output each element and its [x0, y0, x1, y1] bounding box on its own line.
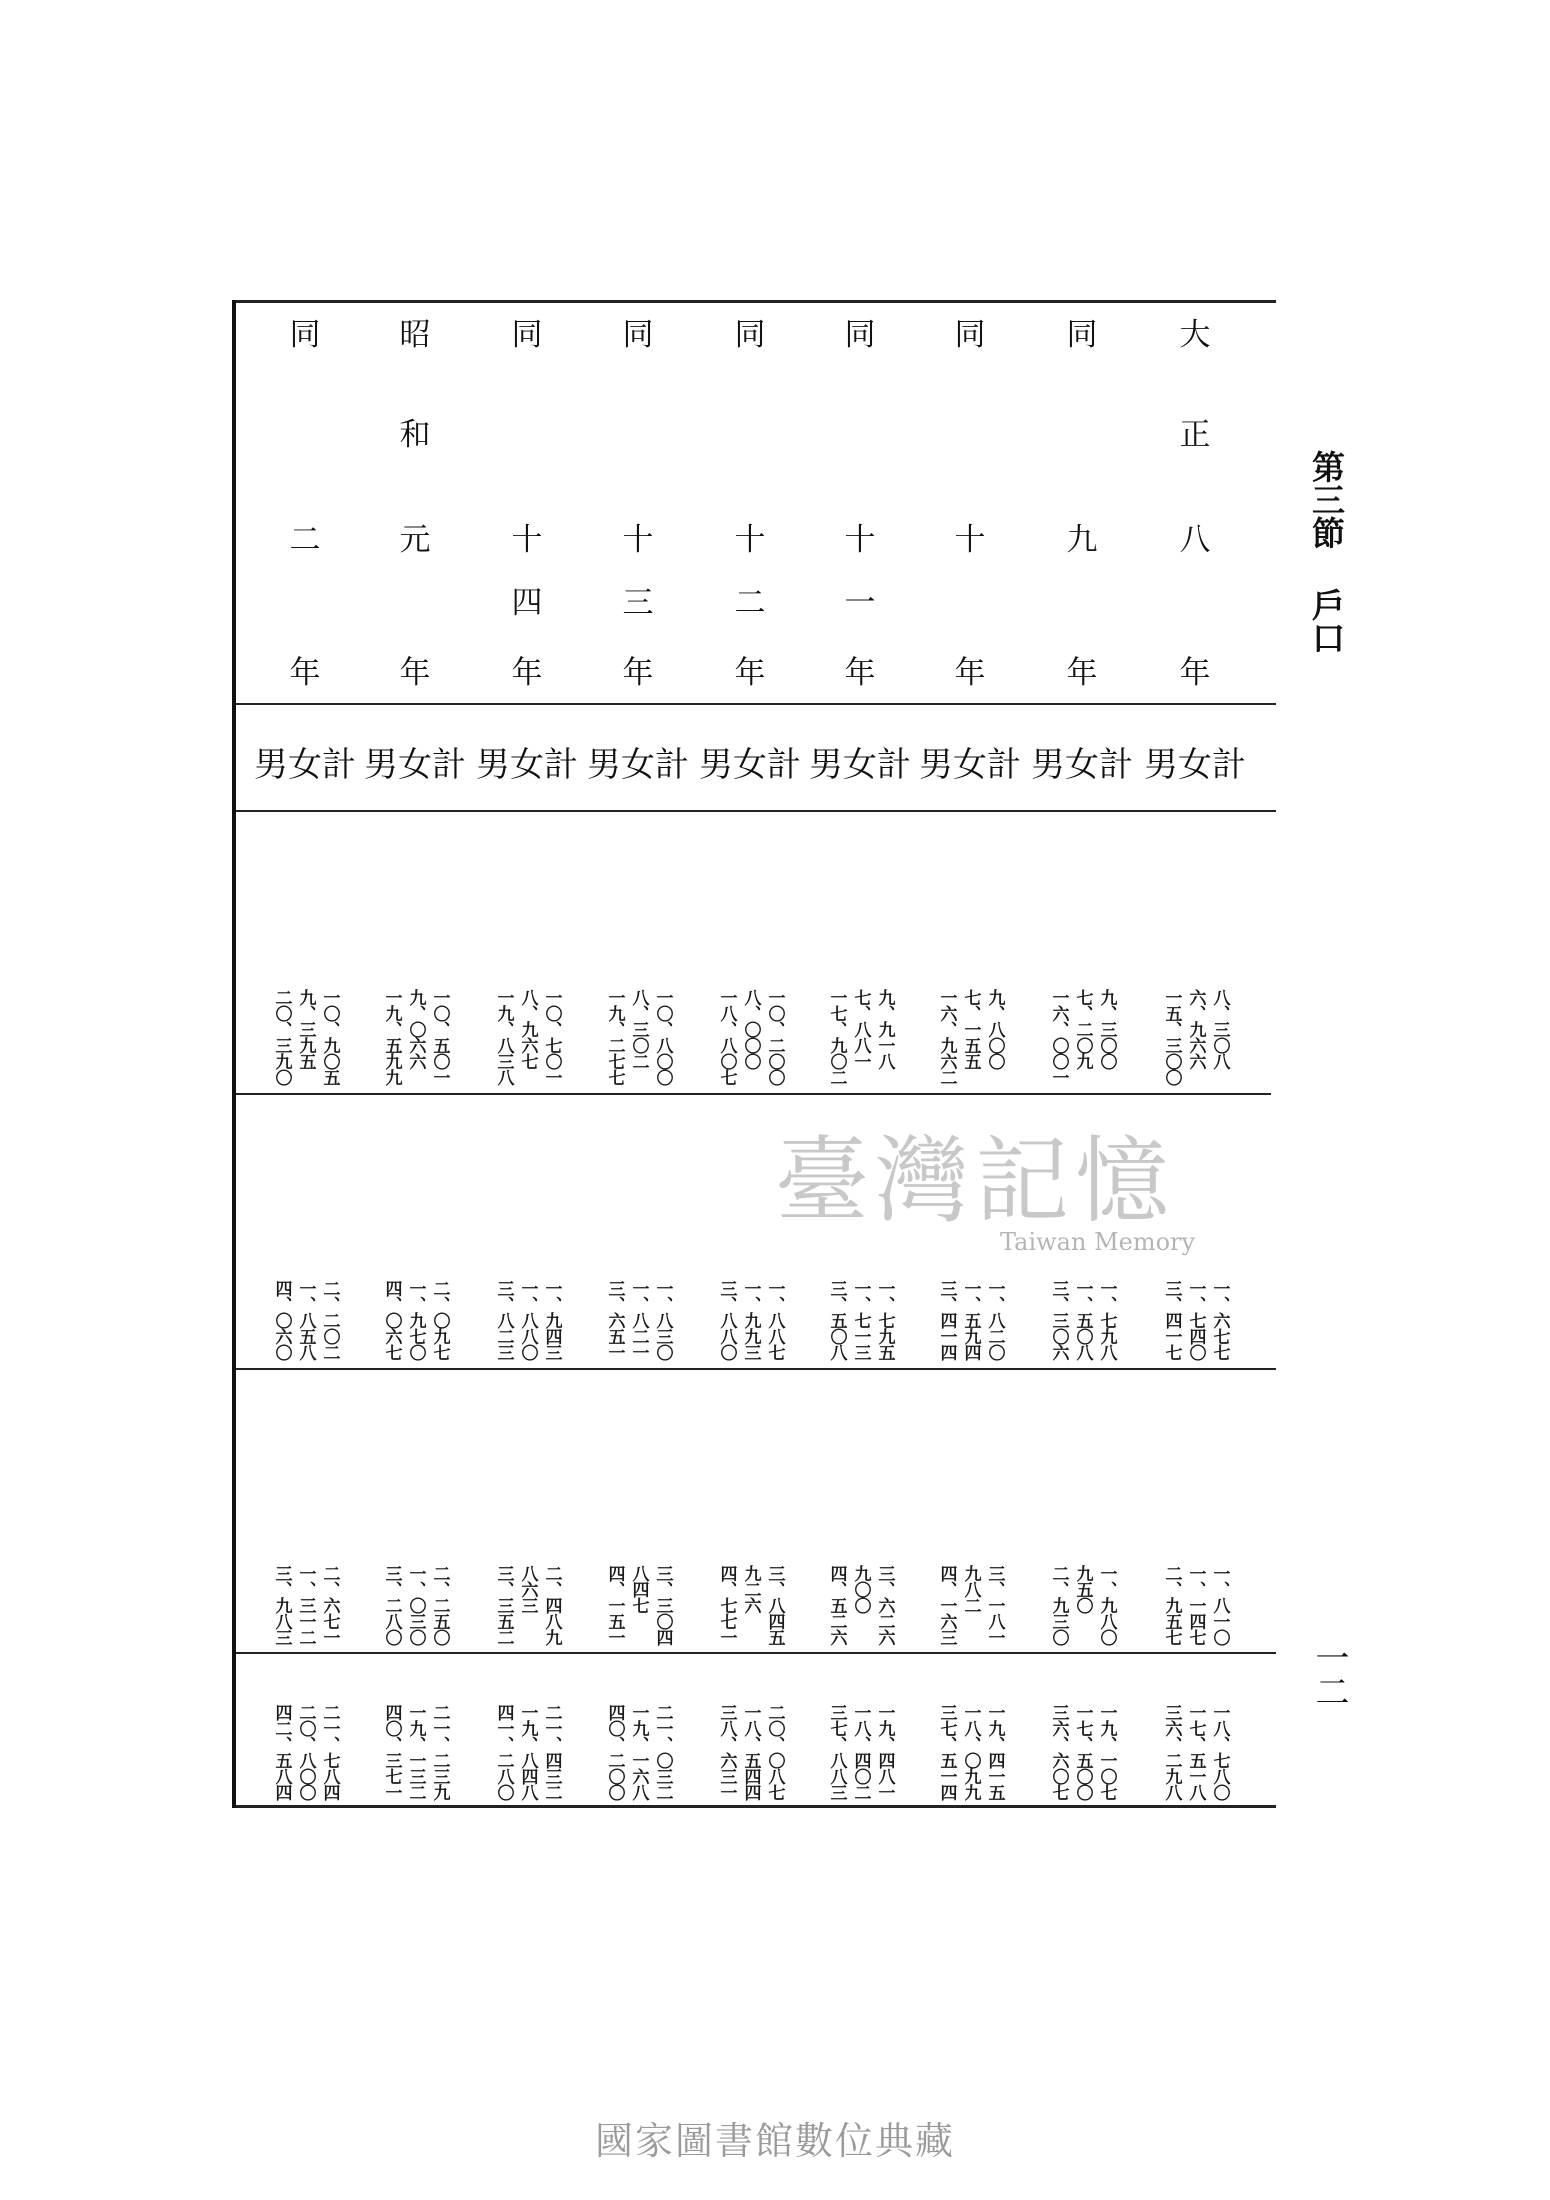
female-value: 一、八五八: [295, 1280, 316, 1360]
female-value: 八、九六七: [517, 989, 538, 1069]
data-cell: [817, 1280, 903, 1360]
data-cell: [484, 1704, 570, 1800]
sex-label: 男女計: [476, 745, 578, 785]
data-cell: [484, 989, 570, 1085]
total-value: 四、一五一: [604, 1565, 625, 1645]
year-header-char: 昭: [399, 317, 431, 353]
total-value: 四、〇六七: [381, 1280, 402, 1360]
total-value: 三、三〇六: [1048, 1280, 1069, 1360]
total-value: 三、八二三: [493, 1280, 514, 1360]
year-header-char: 同: [844, 317, 876, 353]
sex-label: 男女計: [699, 745, 801, 785]
data-cell: [1152, 1565, 1238, 1645]
total-value: 二、九五七: [1161, 1565, 1182, 1645]
male-value: 一、七九五: [874, 1280, 895, 1360]
total-value: 一六、〇〇一: [1048, 989, 1069, 1085]
year-header-char: 同: [954, 317, 986, 353]
sex-label: 男女計: [587, 745, 689, 785]
table-rule-top: [236, 300, 1276, 303]
total-value: 四二、五八四: [271, 1704, 292, 1800]
total-value: 三六、二九八: [1161, 1704, 1182, 1800]
male-value: 一九、四一五: [984, 1704, 1005, 1800]
data-cell: [372, 1565, 458, 1645]
year-header: [502, 317, 552, 691]
male-value: 一八、七八〇: [1209, 1704, 1230, 1800]
data-cell: [1039, 1280, 1125, 1360]
male-value: 一〇、五〇一: [429, 989, 450, 1085]
data-cell: [707, 1280, 793, 1360]
data-cell: [1152, 1704, 1238, 1800]
year-header-char: 年: [399, 655, 431, 691]
male-value: 九、九一八: [874, 989, 895, 1069]
year-header-char: 九: [1066, 522, 1098, 558]
female-value: 九八二: [960, 1565, 981, 1613]
data-cell: [707, 1565, 793, 1645]
total-value: 四〇、三七一: [381, 1704, 402, 1800]
year-header-char: 年: [1066, 655, 1098, 691]
total-value: 四、七七一: [716, 1565, 737, 1645]
male-value: 一、九八〇: [1096, 1565, 1117, 1645]
watermark-subtitle: Taiwan Memory: [1000, 1228, 1196, 1256]
year-header: [280, 317, 330, 691]
data-cell: [595, 1704, 681, 1800]
female-value: 一、五九四: [960, 1280, 981, 1360]
total-value: 三、四一七: [1161, 1280, 1182, 1360]
female-value: 一、〇三〇: [405, 1565, 426, 1645]
total-value: 四、五二六: [826, 1565, 847, 1645]
female-value: 一九、一三二: [405, 1704, 426, 1800]
female-value: 一、八八〇: [517, 1280, 538, 1360]
table-rule-block3: [236, 1652, 1276, 1654]
female-value: 八、三〇二: [628, 989, 649, 1069]
section-title: 第三節 戶口: [1307, 450, 1346, 654]
year-header-char: 八: [1179, 522, 1211, 558]
male-value: 九、八〇〇: [984, 989, 1005, 1069]
total-value: 三七、五一四: [936, 1704, 957, 1800]
total-value: 三、九八三: [271, 1565, 292, 1645]
female-value: 一九、八四八: [517, 1704, 538, 1800]
male-value: 一、七九八: [1096, 1280, 1117, 1360]
data-cell: [484, 1565, 570, 1645]
data-cell: [262, 1704, 348, 1800]
data-cell: [262, 989, 348, 1085]
female-value: 七、八八一: [850, 989, 871, 1069]
data-cell: [927, 989, 1013, 1085]
total-value: 一五、三〇〇: [1161, 989, 1182, 1085]
year-header-char: 十: [511, 522, 543, 558]
data-cell: [927, 1704, 1013, 1800]
male-value: 一、八一〇: [1209, 1565, 1230, 1645]
total-value: 三七、八八三: [826, 1704, 847, 1800]
total-value: 一七、九〇二: [826, 989, 847, 1085]
female-value: 九、三九五: [295, 989, 316, 1069]
table-rule-block1: [236, 1093, 1271, 1095]
male-value: 三、八四五: [764, 1565, 785, 1645]
sex-label: 男女計: [1144, 745, 1246, 785]
data-cell: [1152, 989, 1238, 1085]
total-value: 四一、二八〇: [493, 1704, 514, 1800]
data-cell: [595, 989, 681, 1085]
male-value: 三、六二六: [874, 1565, 895, 1645]
year-header-char: 同: [1066, 317, 1098, 353]
sex-label: 男女計: [1031, 745, 1133, 785]
data-cell: [595, 1565, 681, 1645]
year-header: [835, 317, 885, 691]
female-value: 九五〇: [1072, 1565, 1093, 1613]
data-cell: [1039, 1704, 1125, 1800]
female-value: 一八、五四四: [740, 1704, 761, 1800]
data-cell: [817, 1704, 903, 1800]
data-cell: [927, 1280, 1013, 1360]
data-cell: [372, 989, 458, 1085]
sex-label: 男女計: [364, 745, 466, 785]
female-value: 一、七四〇: [1185, 1280, 1206, 1360]
data-cell: [595, 1280, 681, 1360]
data-cell: [1039, 1565, 1125, 1645]
year-header-char: 元: [399, 522, 431, 558]
year-header-char: 年: [511, 655, 543, 691]
year-header-char: 十: [734, 522, 766, 558]
year-header-char: 三: [622, 585, 654, 621]
total-value: 三、四一四: [936, 1280, 957, 1360]
male-value: 一〇、八〇〇: [652, 989, 673, 1085]
table-rule-subheader: [236, 810, 1276, 812]
sex-label: 男女計: [919, 745, 1021, 785]
male-value: 二、四八九: [541, 1565, 562, 1645]
data-cell: [707, 989, 793, 1085]
male-value: 八、三〇八: [1209, 989, 1230, 1069]
watermark-logo: 臺灣記憶: [775, 1127, 1176, 1236]
total-value: 四、一六三: [936, 1565, 957, 1645]
total-value: 三、二八〇: [381, 1565, 402, 1645]
year-header-char: 十: [954, 522, 986, 558]
female-value: 一、七一三: [850, 1280, 871, 1360]
male-value: 一〇、九〇五: [319, 989, 340, 1085]
male-value: 一〇、二〇〇: [764, 989, 785, 1085]
female-value: 七、二〇九: [1072, 989, 1093, 1069]
year-header-char: 一: [844, 585, 876, 621]
female-value: 七、一五五: [960, 989, 981, 1069]
sex-label: 男女計: [809, 745, 911, 785]
total-value: 三、三五二: [493, 1565, 514, 1645]
female-value: 一八、四〇二: [850, 1704, 871, 1800]
female-value: 八六三: [517, 1565, 538, 1613]
year-header: [390, 317, 440, 691]
year-header: [1057, 317, 1107, 691]
male-value: 二、二五〇: [429, 1565, 450, 1645]
male-value: 一、八二〇: [984, 1280, 1005, 1360]
male-value: 一、八八七: [764, 1280, 785, 1360]
year-header-char: 年: [1179, 655, 1211, 691]
total-value: 三、八八〇: [716, 1280, 737, 1360]
male-value: 一九、四八一: [874, 1704, 895, 1800]
year-header: [613, 317, 663, 691]
female-value: 九〇〇: [850, 1565, 871, 1613]
male-value: 一、九四三: [541, 1280, 562, 1360]
year-header-char: 年: [622, 655, 654, 691]
year-header-char: 大: [1179, 317, 1211, 353]
female-value: 一八、〇九九: [960, 1704, 981, 1800]
female-value: 九二六: [740, 1565, 761, 1613]
data-cell: [1152, 1280, 1238, 1360]
female-value: 八、〇〇〇: [740, 989, 761, 1069]
male-value: 一、六七七: [1209, 1280, 1230, 1360]
total-value: 三、五〇八: [826, 1280, 847, 1360]
total-value: 四、〇六〇: [271, 1280, 292, 1360]
year-header-char: 二: [289, 522, 321, 558]
total-value: 四〇、二〇〇: [604, 1704, 625, 1800]
data-cell: [372, 1704, 458, 1800]
female-value: 一七、五一八: [1185, 1704, 1206, 1800]
year-header-char: 二: [734, 585, 766, 621]
year-header-char: 年: [954, 655, 986, 691]
male-value: 一、八三〇: [652, 1280, 673, 1360]
female-value: 八四七: [628, 1565, 649, 1613]
female-value: 一、一四七: [1185, 1565, 1206, 1645]
year-header-char: 和: [399, 417, 431, 453]
male-value: 二、六七一: [319, 1565, 340, 1645]
female-value: 一、九九三: [740, 1280, 761, 1360]
data-cell: [1039, 989, 1125, 1085]
total-value: 一九、八三八: [493, 989, 514, 1085]
female-value: 一、九七〇: [405, 1280, 426, 1360]
year-header-char: 年: [289, 655, 321, 691]
year-header: [945, 317, 995, 691]
year-header: [725, 317, 775, 691]
year-header-char: 正: [1179, 417, 1211, 453]
male-value: 二〇、〇八七: [764, 1704, 785, 1800]
table-rule-block2: [236, 1368, 1276, 1370]
table-rule-header: [236, 703, 1276, 705]
female-value: 二〇、八〇〇: [295, 1704, 316, 1800]
table-rule-bottom: [236, 1805, 1276, 1808]
sex-label: 男女計: [254, 745, 356, 785]
year-header-char: 四: [511, 585, 543, 621]
male-value: 二一、七八四: [319, 1704, 340, 1800]
female-value: 六、九六六: [1185, 989, 1206, 1069]
male-value: 二、二〇二: [319, 1280, 340, 1360]
male-value: 一〇、七〇一: [541, 989, 562, 1085]
male-value: 三、一八一: [984, 1565, 1005, 1645]
footer-credit: 國家圖書館數位典藏: [594, 2119, 955, 2163]
data-cell: [927, 1565, 1013, 1645]
year-header-char: 十: [622, 522, 654, 558]
total-value: 三六、六〇七: [1048, 1704, 1069, 1800]
year-header: [1170, 317, 1220, 691]
male-value: 九、三〇〇: [1096, 989, 1117, 1069]
female-value: 一、八二一: [628, 1280, 649, 1360]
female-value: 一九、一六八: [628, 1704, 649, 1800]
year-header-char: 年: [844, 655, 876, 691]
page-number: 一二: [1309, 1640, 1349, 1708]
data-cell: [484, 1280, 570, 1360]
total-value: 一九、五九九: [381, 989, 402, 1085]
female-value: 一七、五〇〇: [1072, 1704, 1093, 1800]
year-header-char: 年: [734, 655, 766, 691]
data-cell: [262, 1280, 348, 1360]
year-header-char: 同: [289, 317, 321, 353]
male-value: 二、〇九七: [429, 1280, 450, 1360]
year-header-char: 同: [622, 317, 654, 353]
female-value: 九、〇六六: [405, 989, 426, 1069]
total-value: 三、六五一: [604, 1280, 625, 1360]
male-value: 二一、四三二: [541, 1704, 562, 1800]
male-value: 二一、二三九: [429, 1704, 450, 1800]
table-frame-left: [232, 300, 236, 1808]
year-header-char: 同: [734, 317, 766, 353]
year-header-char: 同: [511, 317, 543, 353]
data-cell: [817, 1565, 903, 1645]
male-value: 一九、一〇七: [1096, 1704, 1117, 1800]
year-header-char: 十: [844, 522, 876, 558]
total-value: 三八、六三一: [716, 1704, 737, 1800]
total-value: 二〇、三九〇: [271, 989, 292, 1085]
male-value: 二一、〇三二: [652, 1704, 673, 1800]
total-value: 一九、二七七: [604, 989, 625, 1085]
data-cell: [817, 989, 903, 1085]
data-cell: [707, 1704, 793, 1800]
total-value: 一六、九六二: [936, 989, 957, 1085]
female-value: 一、三一二: [295, 1565, 316, 1645]
female-value: 一、五〇八: [1072, 1280, 1093, 1360]
male-value: 三、三〇四: [652, 1565, 673, 1645]
data-cell: [372, 1280, 458, 1360]
data-cell: [262, 1565, 348, 1645]
total-value: 一八、八〇七: [716, 989, 737, 1085]
total-value: 二、九三〇: [1048, 1565, 1069, 1645]
